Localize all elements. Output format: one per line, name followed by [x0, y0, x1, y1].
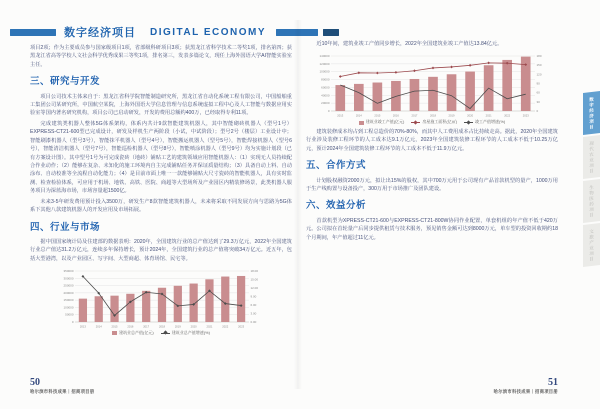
svg-text:300000: 300000: [63, 276, 74, 281]
heading-industry-market: 四、行业与市场: [30, 221, 101, 233]
svg-text:200000: 200000: [63, 291, 74, 296]
legend-item: 建筑业总产值增速(%): [161, 330, 210, 336]
svg-text:2019: 2019: [448, 114, 455, 118]
side-tab-label: 文旅产业项目: [589, 228, 595, 262]
svg-text:2016: 2016: [127, 325, 134, 329]
legend-item: 建筑业总产值(亿元): [112, 330, 154, 336]
research-paragraph-1: 项目公司技术主体来自于：黑龙江省科学院智能制造研究所，黑龙江省自动化系统工程有限公司，中国船舶重工集团公司某研究所，中国航空某院，上海外国语大学信息管理与信息系统虚拟工程中心及人工智能与数据应用实验室等国内著名研究机构，项目公司已启动研发，开发的费用总额约400万，已经取得专利11项。: [30, 93, 292, 117]
decoration-cost-paragraph: 建筑装修成本均占到工程总造价的70%-80%，而其中人工费用成本占比持续走高。据此，2020年全国建筑行业涉及装修工程环节的人工成本达9.1万亿元，2023年全国建筑装修工程环节的人工成本不低于10.25万亿元，预计2024年全国建筑装修工程环节的人工成本不低于11.9万亿元。: [306, 128, 558, 152]
svg-text:2017: 2017: [411, 114, 418, 118]
header-bar-right-small: [323, 29, 339, 36]
left-page-footer: [30, 377, 230, 395]
left-intro-paragraph: 项目2项；作为主要成员参与国家级项目1项，省部级科研项目3项；获黑龙江省科学技术二等奖1项，排名第四；获黑龙江省高等学校人文社会科学优秀成果三等奖1项，排名第三，发表多篇论文，现任上海外国语大学AI智能实验室主任。: [30, 45, 292, 68]
svg-text:12.00: 12.00: [250, 286, 259, 291]
svg-text:3.00: 3.00: [250, 311, 257, 316]
svg-text:40000: 40000: [321, 93, 330, 98]
completed-output-chart: [317, 52, 547, 125]
svg-text:2018: 2018: [159, 325, 165, 329]
left-footer-caption: 哈尔滨市科技成果｜招商项目册: [30, 389, 95, 394]
legend-item: 竣工产值增速(%): [464, 119, 505, 125]
svg-text:2013: 2013: [337, 114, 344, 118]
svg-text:18.00: 18.00: [250, 269, 259, 274]
svg-text:60000: 60000: [321, 85, 330, 90]
right-intro-line: 近10年间，建筑业竣工产值同步增长，2022年全国建筑业竣工产值达13.84亿元。: [316, 41, 503, 47]
chart-legend: [317, 119, 547, 125]
svg-text:350000: 350000: [63, 269, 74, 274]
svg-text:60: 60: [536, 91, 540, 96]
svg-text:2018: 2018: [430, 114, 436, 118]
svg-text:2022: 2022: [222, 325, 229, 329]
legend-line-swatch: [411, 122, 420, 123]
svg-text:120000: 120000: [319, 62, 330, 67]
legend-line-swatch: [464, 122, 473, 123]
svg-text:30: 30: [536, 100, 540, 105]
svg-text:50000: 50000: [65, 312, 74, 317]
right-footer-caption: 哈尔滨市科技成果｜招商项目册: [493, 389, 558, 394]
svg-text:2023: 2023: [522, 114, 529, 118]
svg-text:2021: 2021: [206, 325, 213, 329]
side-tab-3[interactable]: [583, 223, 600, 267]
page-header: [10, 26, 560, 38]
svg-text:2017: 2017: [143, 325, 150, 329]
right-page-number: 51: [548, 377, 558, 388]
research-paragraph-3: 未来3-5年研发费用预计投入3500万，研发生产8款智能建筑机器人，未来将采取不同发展方向与思路为5G体系下其他八款建筑机器人的开发应用及市场拓展。: [30, 198, 292, 214]
svg-text:15.00: 15.00: [250, 277, 259, 282]
legend-bar-swatch: [112, 331, 117, 335]
svg-text:180: 180: [536, 54, 542, 59]
svg-text:120: 120: [536, 72, 542, 77]
construction-output-chart: [61, 267, 261, 336]
legend-item: 房屋施工面积(亿㎡): [411, 119, 457, 125]
right-page-column: [306, 40, 558, 244]
svg-text:140000: 140000: [319, 54, 330, 59]
svg-text:6.00: 6.00: [250, 303, 257, 308]
svg-text:90: 90: [536, 81, 540, 86]
side-tab-strip: [583, 92, 600, 266]
svg-text:150: 150: [536, 63, 542, 68]
section-title-en: DIGITAL ECONOMY: [150, 26, 267, 38]
svg-text:2020: 2020: [467, 114, 474, 118]
benefit-paragraph: 首款机型为XPRESS-CT21-600与EXPRESS-CT21-800W协同作业配置，单套机组的年产值不低于420万元。公司拟在首轮量产后同步提供租赁与技术服务，预见销售金额可达到8000万元，单车型的投资回收期约18个月期间，年产值超过11亿元。: [306, 217, 558, 241]
side-tab-label: 生物医药项目: [589, 184, 595, 218]
svg-text:2022: 2022: [504, 114, 511, 118]
right-page-footer: [358, 377, 558, 395]
legend-item: 建筑业竣工产值(亿元): [359, 119, 405, 125]
svg-text:9.00: 9.00: [250, 294, 257, 299]
svg-text:2016: 2016: [392, 114, 399, 118]
svg-text:0: 0: [71, 320, 74, 325]
side-tab-2[interactable]: [583, 179, 600, 223]
legend-bar-swatch: [359, 121, 364, 125]
svg-text:2014: 2014: [355, 114, 362, 118]
svg-text:2015: 2015: [374, 114, 381, 118]
svg-text:2013: 2013: [79, 325, 86, 329]
svg-text:2021: 2021: [485, 114, 492, 118]
svg-text:100000: 100000: [63, 305, 74, 310]
svg-text:2023: 2023: [238, 325, 245, 329]
svg-text:2020: 2020: [190, 325, 197, 329]
svg-text:2015: 2015: [111, 325, 118, 329]
left-page-number: 50: [30, 377, 40, 388]
side-tab-0[interactable]: [583, 91, 600, 135]
svg-text:250000: 250000: [63, 283, 74, 288]
heading-benefit-analysis: 六、效益分析: [306, 200, 367, 212]
side-tab-label: 现代农业项目: [589, 140, 595, 174]
left-page-column: [30, 44, 292, 339]
svg-text:150000: 150000: [63, 298, 74, 303]
industry-paragraph: 据中国国家统计局及住建部的数据表明：2020年，全国建筑行业的总产值达到了29.3万亿元，2022年全国建筑行业总产值达31.2万亿元，连续多年保持增长，预计2024年，全国建筑行业的总产值将突破34万亿元。近五年，包括大型港湾，以及产业园区、写字间、大型商超、体育场馆、民宅等。: [30, 238, 292, 262]
svg-text:100000: 100000: [319, 70, 330, 75]
heading-cooperation: 五、合作方式: [306, 160, 367, 172]
page-fold-divider: [294, 20, 302, 389]
cooperation-paragraph: 计划股权融资2000万元，拟让出15%的股权，其中700万元用于公司现有产品首款机型的量产，1000万用于生产线购置与设备投产，300万用于市场推广及团队建设。: [306, 177, 558, 192]
side-tab-label: 数字经济项目: [589, 96, 595, 130]
svg-text:0.00: 0.00: [250, 320, 257, 325]
heading-research-development: 三、研究与开发: [30, 76, 101, 88]
svg-text:2014: 2014: [95, 325, 102, 329]
legend-line-swatch: [161, 333, 170, 334]
research-paragraph-2: 完成建筑类机器人整体5G体系架构，体系内共计9款智能建筑机器人，其中智能砌砖机器人（型号1号）EXPRESS-CT21-600型已完成设计，研发及样机生产两阶段（小试，中试阶段）；型号2号（楼层）工业设计中；智能刷漆机器人（型号3号），智能抹平机器人（型号4号），智能搬运机器人（型号5号），智能焊接机器人（型号6号），智能清洁机器人（型号7号），智能巡检机器人（型号8号），智能喷涂机器人（型号9号）均为实施计划段（已有方案设计图）。其中型号1号为可完成瓷砖（地砖）铺贴工艺的建筑领域应用智能机器人：（1）实现无人员持续配合作业动作；（2）能够在复杂、未知化的施工环境内自主完成铺贴任务并保证质量结构；（3）具备自动上料、自动涂布、自动校准等全流程自动化能力；（4）是目前市面上唯一一款能够铺贴大尺寸瓷砖的智能机器人，具有实时监测、检查检验体系，可应用于机场、地铁、高铁、医院、商超等大型场所及产业园区内精装修场景，此类机器人服务项目为深蓝海市场，市场容量超1500亿。: [30, 120, 292, 195]
svg-text:0: 0: [536, 109, 539, 114]
svg-text:20000: 20000: [321, 101, 330, 106]
svg-text:2019: 2019: [174, 325, 181, 329]
svg-text:0: 0: [327, 109, 330, 114]
side-tab-1[interactable]: [583, 135, 600, 179]
svg-text:80000: 80000: [321, 77, 330, 82]
chart-legend: [61, 330, 261, 336]
header-bar-left: [10, 29, 56, 36]
section-title-cn: 数字经济项目: [64, 27, 136, 39]
